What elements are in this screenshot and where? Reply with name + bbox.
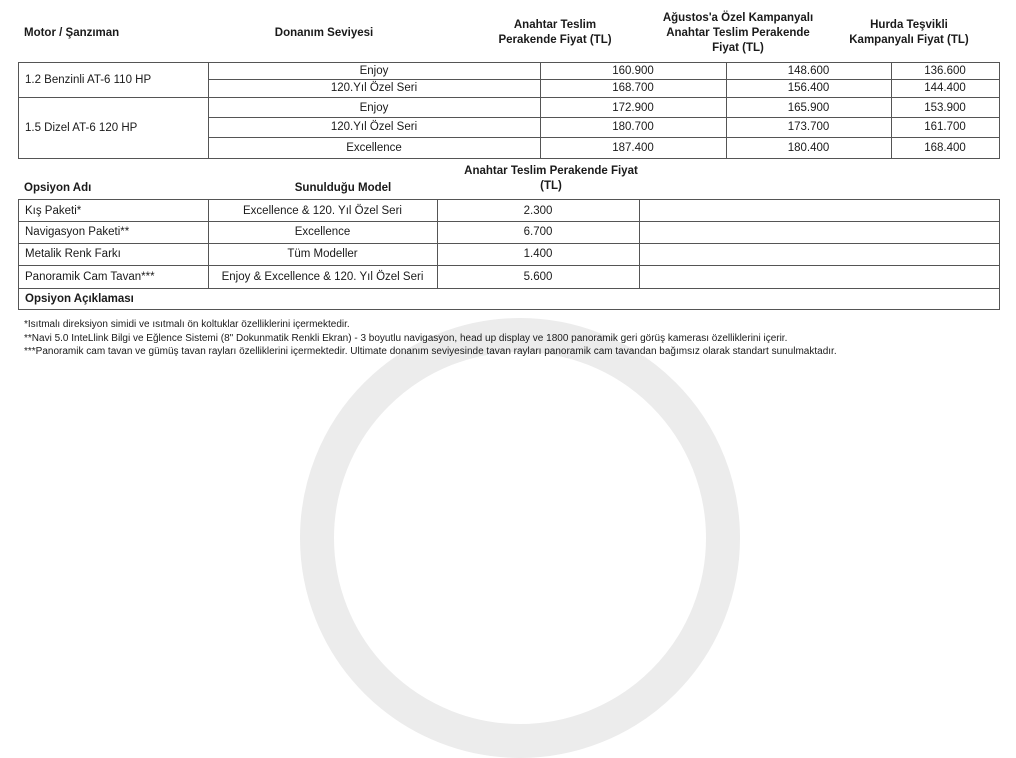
august-price-cell: 148.600 <box>726 62 892 80</box>
option-model-cell: Tüm Modeller <box>208 243 438 266</box>
option-name-cell: Panoramik Cam Tavan*** <box>18 265 209 289</box>
august-price-cell: 156.400 <box>726 79 892 97</box>
header-august-price: Ağustos'a Özel Kampanyalı Anahtar Teslim Perakende Fiyat (TL) <box>662 11 814 54</box>
header-option-model: Sunulduğu Model <box>294 181 392 194</box>
price-table <box>18 4 1000 159</box>
trim-cell: Excellence <box>208 137 541 159</box>
empty-cell <box>639 243 1000 266</box>
header-engine: Motor / Şanzıman <box>24 26 120 39</box>
option-price-cell: 2.300 <box>437 199 640 222</box>
list-price-cell: 187.400 <box>540 137 727 159</box>
trim-cell: 120.Yıl Özel Seri <box>208 79 541 97</box>
scrap-price-cell: 153.900 <box>891 97 1000 118</box>
august-price-cell: 180.400 <box>726 137 892 159</box>
header-list-price: Anahtar Teslim Perakende Fiyat (TL) <box>498 19 612 46</box>
option-price-cell: 1.400 <box>437 243 640 266</box>
trim-cell: Enjoy <box>208 62 541 80</box>
header-scrap-price: Hurda Teşvikli Kampanyalı Fiyat (TL) <box>849 19 969 46</box>
trim-cell: Enjoy <box>208 97 541 118</box>
note-line: *Isıtmalı direksiyon simidi ve ısıtmalı ön koltuklar özelliklerini içermektedir. <box>24 319 350 330</box>
option-name-cell: Kış Paketi* <box>18 199 209 222</box>
option-model-cell: Excellence & 120. Yıl Özel Seri <box>208 199 438 222</box>
list-price-cell: 160.900 <box>540 62 727 80</box>
empty-cell <box>639 221 1000 244</box>
list-price-cell: 168.700 <box>540 79 727 97</box>
august-price-cell: 165.900 <box>726 97 892 118</box>
option-price-cell: 5.600 <box>437 265 640 289</box>
august-price-cell: 173.700 <box>726 117 892 138</box>
engine-cell: 1.2 Benzinli AT-6 110 HP <box>18 62 209 97</box>
list-price-cell: 180.700 <box>540 117 727 138</box>
option-model-cell: Enjoy & Excellence & 120. Yıl Özel Seri <box>208 265 438 289</box>
header-option-name: Opsiyon Adı <box>24 181 92 194</box>
option-price-cell: 6.700 <box>437 221 640 244</box>
header-option-price: Anahtar Teslim Perakende Fiyat (TL) <box>464 165 638 192</box>
trim-cell: 120.Yıl Özel Seri <box>208 117 541 138</box>
engine-cell: 1.5 Dizel AT-6 120 HP <box>18 97 209 159</box>
scrap-price-cell: 168.400 <box>891 137 1000 159</box>
option-name-cell: Navigasyon Paketi** <box>18 221 209 244</box>
note-line: ***Panoramik cam tavan ve gümüş tavan rayları özelliklerini içermektedir. Ultimate donanım seviyesinde tavan rayları panoramik cam tavandan bağımsız olarak standart sunulmaktadır. <box>24 346 837 357</box>
notes-title: Opsiyon Açıklaması <box>18 288 1000 310</box>
empty-cell <box>639 265 1000 289</box>
scrap-price-cell: 144.400 <box>891 79 1000 97</box>
option-name-cell: Metalik Renk Farkı <box>18 243 209 266</box>
empty-cell <box>639 199 1000 222</box>
options-table <box>18 159 1000 314</box>
brand-watermark <box>300 318 740 758</box>
option-notes <box>24 318 837 359</box>
price-list <box>18 4 1000 314</box>
scrap-price-cell: 136.600 <box>891 62 1000 80</box>
header-trim: Donanım Seviyesi <box>274 26 374 39</box>
option-model-cell: Excellence <box>208 221 438 244</box>
list-price-cell: 172.900 <box>540 97 727 118</box>
scrap-price-cell: 161.700 <box>891 117 1000 138</box>
note-line: **Navi 5.0 InteLlink Bilgi ve Eğlence Sistemi (8" Dokunmatik Renkli Ekran) - 3 boyutlu navigasyon, head up display ve 1800 panoramik geri görüş kamerası özelliklerini içerir. <box>24 332 788 344</box>
